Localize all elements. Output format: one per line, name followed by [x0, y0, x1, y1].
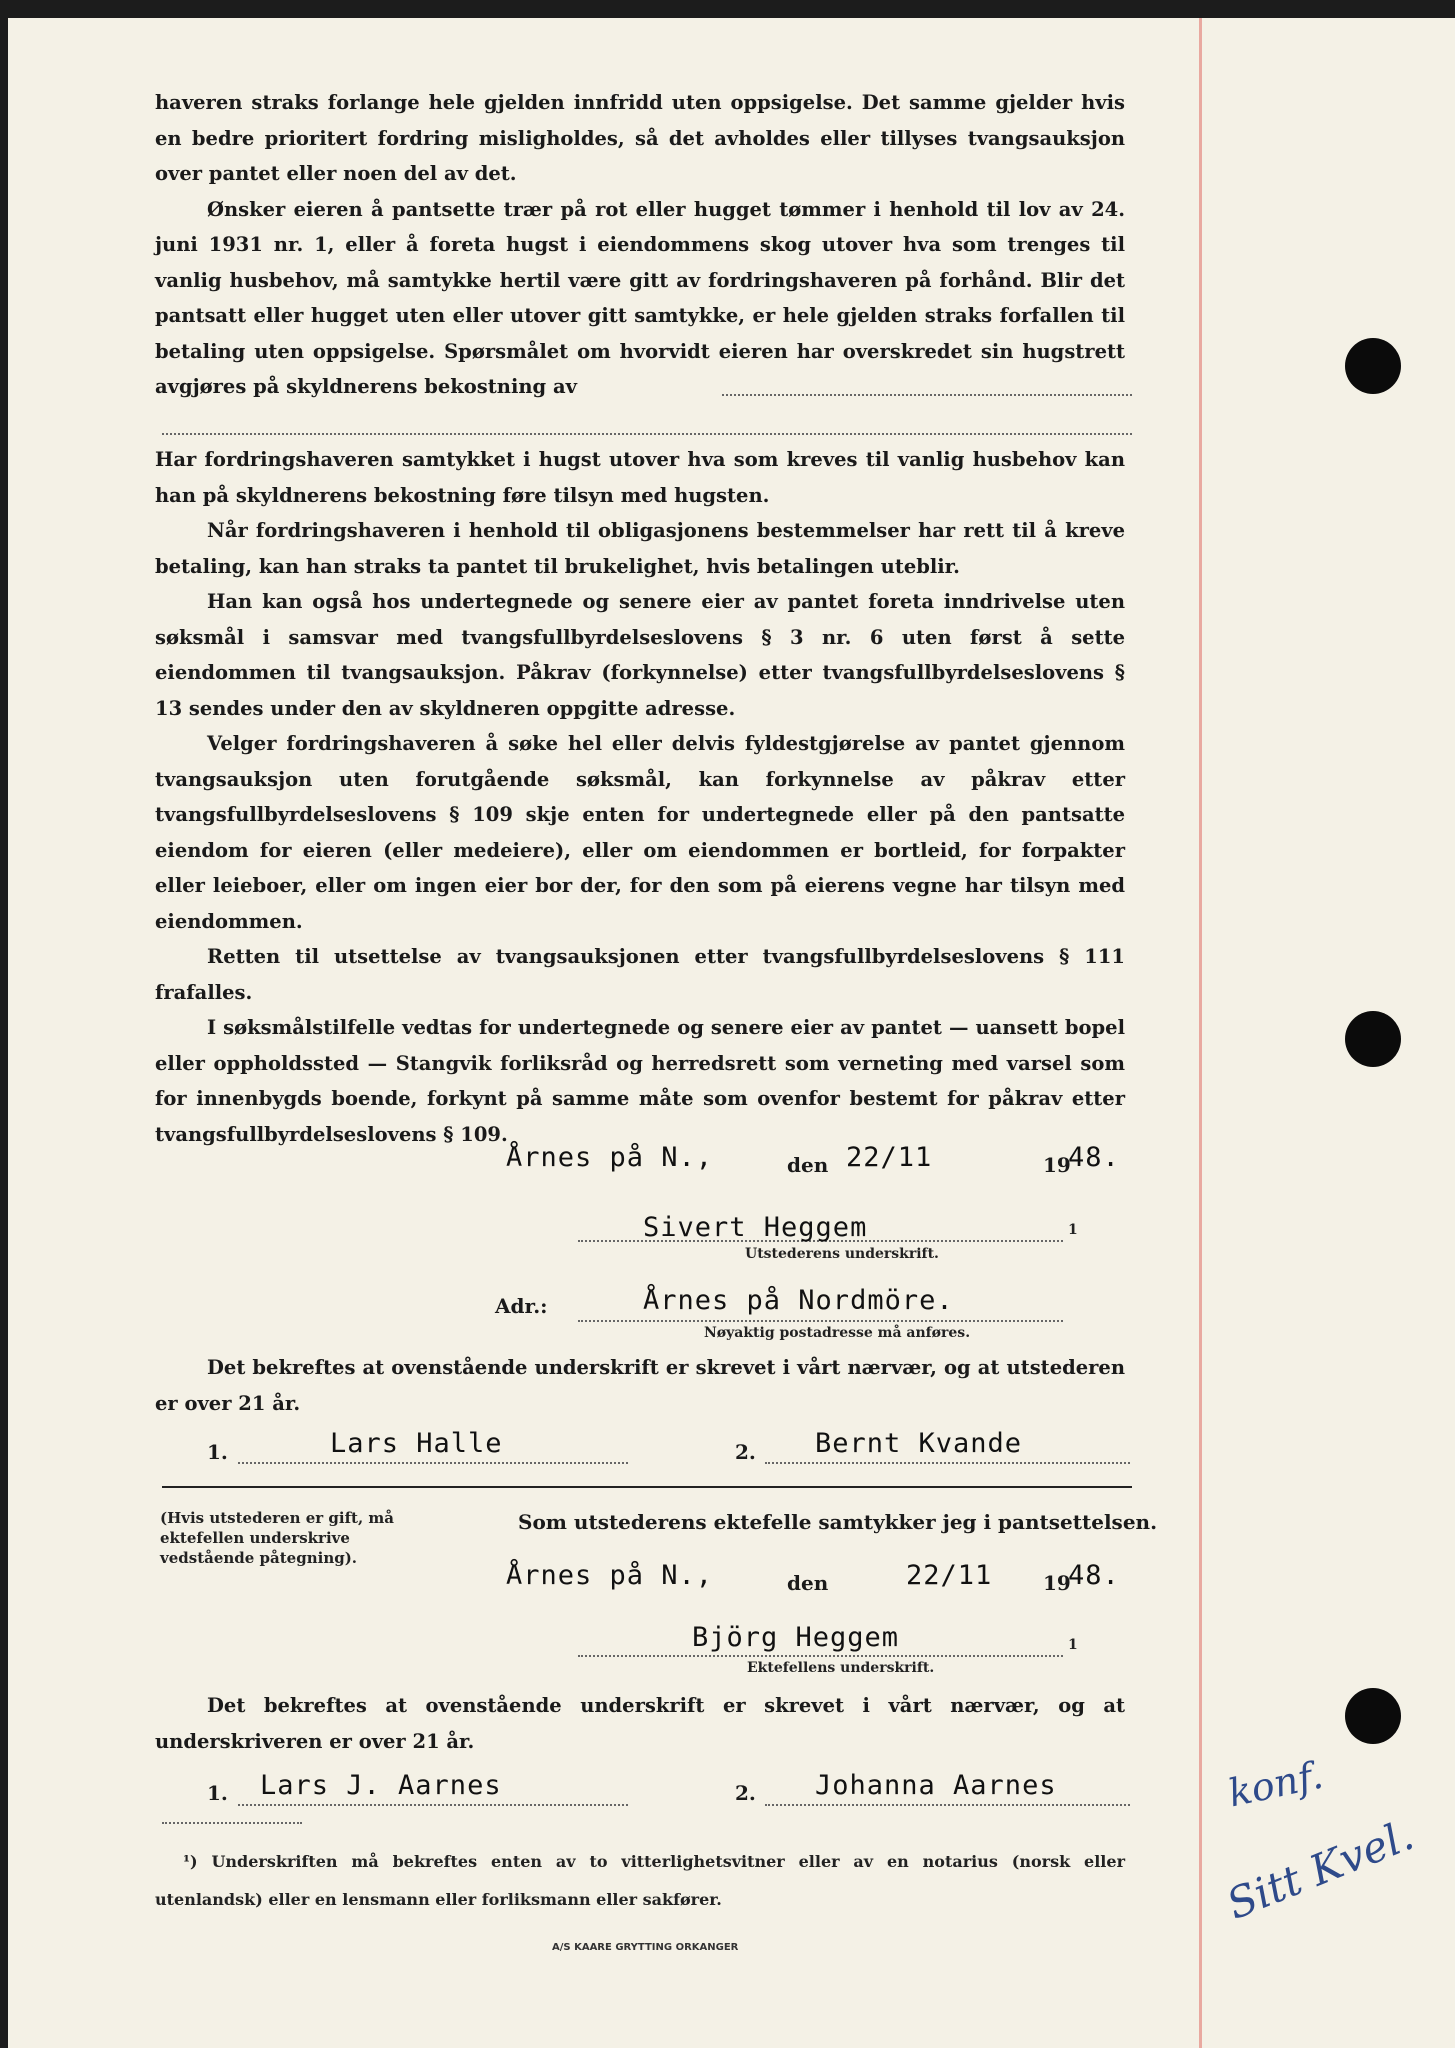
- witness-number: 2.: [735, 1440, 756, 1464]
- witness-number: 1.: [207, 1440, 228, 1464]
- witness-1-signature: Lars J. Aarnes: [260, 1770, 502, 1801]
- date-field: 22/11: [846, 1142, 933, 1173]
- paragraph: Har fordringshaveren samtykket i hugst utover hva som kreves til vanlig husbehov kan han på skyldnerens bekostning føre tilsyn med hugsten.: [155, 448, 1125, 507]
- witness-line: [238, 1462, 628, 1464]
- spouse-note: (Hvis utstederen er gift, må ektefellen underskrive vedstående påtegning).: [160, 1509, 394, 1567]
- paragraph: Retten til utsettelse av tvangsauksjonen etter tvangsfullbyrdelseslovens § 111 frafalles.: [155, 945, 1125, 1004]
- witness-line: [238, 1804, 628, 1806]
- den-label: den: [787, 1153, 829, 1177]
- confirmation-1: [155, 1350, 1125, 1421]
- signer-caption: Utstederens underskrift.: [745, 1246, 939, 1262]
- paragraph: haveren straks forlange hele gjelden innfridd uten oppsigelse. Det samme gjelder hvis en bedre prioritert fordring misligholdes, så det avholdes eller tillyses tvangsauksjon over pantet eller noen del av det.: [155, 91, 1125, 185]
- witness-1-signature: Lars Halle: [330, 1428, 503, 1459]
- witness-2-signature: Bernt Kvande: [815, 1428, 1023, 1459]
- footnote-mark: 1: [1068, 1222, 1078, 1238]
- witness-line: [765, 1462, 1130, 1464]
- place-field: Årnes på N.,: [506, 1142, 714, 1173]
- punch-hole: [1345, 1011, 1401, 1067]
- fill-in-line: [162, 433, 1132, 435]
- witness-line: [765, 1804, 1130, 1806]
- year-field: 48.: [1068, 1142, 1120, 1173]
- year-field: 48.: [1068, 1560, 1120, 1591]
- witness-2-signature: Johanna Aarnes: [815, 1770, 1057, 1801]
- paragraph: Ønsker eieren å pantsette trær på rot eller hugget tømmer i henhold til lov av 24. juni 1931 nr. 1, eller å foreta hugst i eiendommens skog utover hva som trenges til vanlig husbehov, må samtykke hertil være gitt av fordringshaveren på forhånd. Blir det pantsatt eller hugget uten eller utover gitt samtykke, er hele gjelden straks forfallen til betaling uten oppsigelse. Spørsmålet om hvorvidt eieren har overskredet sin hugstrett avgjøres på skyldnerens bekostning av: [155, 197, 1125, 398]
- address-label: Adr.:: [495, 1294, 548, 1318]
- paragraph: Velger fordringshaveren å søke hel eller delvis fyldestgjørelse av pantet gjennom tvangsauksjon uten forutgående søksmål, kan forkynnelse av påkrav etter tvangsfullbyrdelseslovens § 109 skje enten for undertegnede eller på den pantsatte eiendom for eieren (eller medeiere), eller om eiendommen er bortleid, for forpakter eller leieboer, eller om ingen eier bor der, for den som på eierens vegne har tilsyn med eiendommen.: [155, 732, 1125, 933]
- year-prefix: 19: [1043, 1571, 1071, 1595]
- confirmation-text: Det bekreftes at ovenstående underskrift er skrevet i vårt nærvær, og at underskriveren er over 21 år.: [155, 1694, 1125, 1753]
- printer-imprint: A/S KAARE GRYTTING ORKANGER: [552, 1942, 739, 1953]
- place-field: Årnes på N.,: [506, 1560, 714, 1591]
- punch-hole: [1345, 1688, 1401, 1744]
- confirmation-2: [155, 1688, 1125, 1759]
- handwritten-note: konf.: [1224, 1752, 1327, 1816]
- address-line: [578, 1320, 1063, 1322]
- fill-in-line: [722, 394, 1132, 396]
- handwritten-note: Sitt Kvel.: [1219, 1810, 1421, 1929]
- paragraph: Han kan også hos undertegnede og senere eier av pantet foreta inndrivelse uten søksmål i samsvar med tvangsfullbyrdelseslovens § 3 nr. 6 uten først å sette eiendommen til tvangsauksjon. Påkrav (forkynnelse) etter tvangsfullbyrdelseslovens § 13 sendes under den av skyldneren oppgitte adresse.: [155, 590, 1125, 720]
- spouse-caption: Ektefellens underskrift.: [747, 1660, 935, 1676]
- witness-number: 2.: [735, 1781, 756, 1805]
- footnote-rule: [162, 1822, 302, 1824]
- address-caption: Nøyaktig postadresse må anføres.: [704, 1325, 971, 1341]
- paragraph: I søksmålstilfelle vedtas for undertegnede og senere eier av pantet — uansett bopel eller oppholdssted — Stangvik forliksråd og herredsrett som verneting med varsel som for innenbygds boende, forkynt på samme måte som ovenfor bestemt for påkrav etter tvangsfullbyrdelseslovens § 109.: [155, 1016, 1125, 1146]
- witness-number: 1.: [207, 1781, 228, 1805]
- den-label: den: [787, 1571, 829, 1595]
- margin-rule: [1199, 18, 1202, 2048]
- signer-signature: Sivert Heggem: [643, 1212, 868, 1243]
- punch-hole: [1345, 338, 1401, 394]
- spouse-signature: Björg Heggem: [692, 1622, 900, 1653]
- footnote: ¹) Underskriften må bekreftes enten av to vitterlighetsvitner eller av en notarius (norsk eller utenlandsk) eller en lensmann eller forliksmann eller sakfører.: [155, 1852, 1125, 1909]
- signature-line: [578, 1655, 1063, 1657]
- section-divider: [162, 1486, 1132, 1488]
- spouse-consent: Som utstederens ektefelle samtykker jeg i pantsettelsen.: [518, 1510, 1158, 1534]
- body-section-2: [155, 442, 1125, 1152]
- year-prefix: 19: [1043, 1153, 1071, 1177]
- footnote-mark: 1: [1068, 1637, 1078, 1653]
- confirmation-text: Det bekreftes at ovenstående underskrift er skrevet i vårt nærvær, og at utstederen er over 21 år.: [155, 1356, 1125, 1415]
- paragraph: Når fordringshaveren i henhold til obligasjonens bestemmelser har rett til å kreve betaling, kan han straks ta pantet til brukelighet, hvis betalingen uteblir.: [155, 519, 1125, 578]
- body-section-1: [155, 85, 1125, 405]
- address-field: Årnes på Nordmöre.: [643, 1285, 954, 1316]
- date-field: 22/11: [906, 1560, 993, 1591]
